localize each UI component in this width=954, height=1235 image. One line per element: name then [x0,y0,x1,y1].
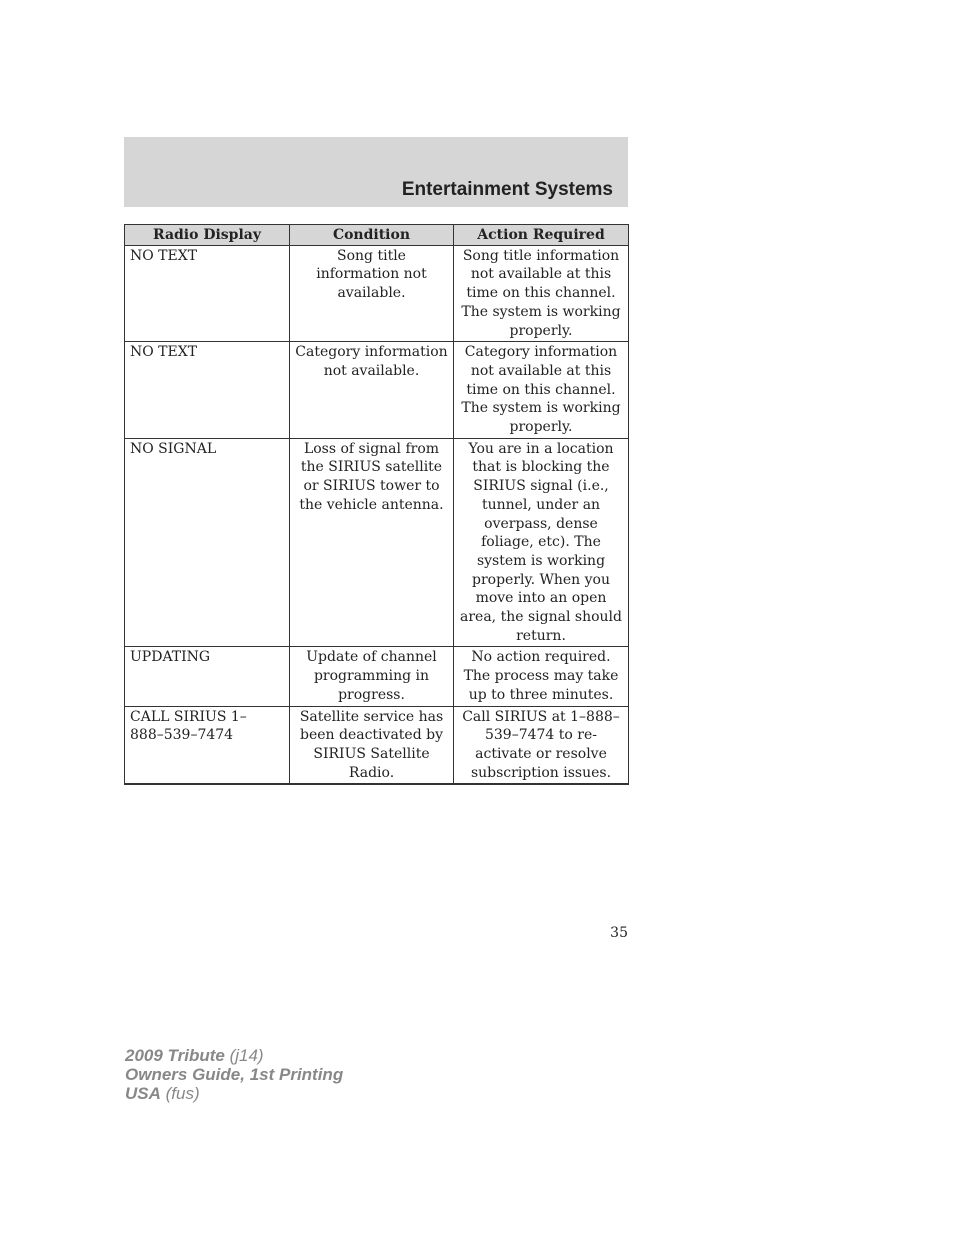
footer-line-1 [125,1046,343,1065]
cell-radio-display: NO SIGNAL [125,438,290,647]
column-header-radio-display: Radio Display [125,225,290,246]
cell-radio-display: NO TEXT [125,342,290,439]
radio-display-table [124,224,629,785]
cell-action-required: Category information not available at this time on this channel. The system is working properly. [454,342,629,439]
table-header-row [125,225,629,246]
cell-action-required: No action required. The process may take up to three minutes. [454,647,629,706]
footer-model: 2009 Tribute [125,1046,225,1065]
table-row [125,438,629,647]
print-footer [125,1046,343,1103]
page-number: 35 [610,925,628,941]
footer-model-code: (j14) [229,1046,264,1065]
column-header-condition: Condition [290,225,454,246]
cell-condition: Satellite service has been deactivated by SIRIUS Satellite Radio. [290,706,454,784]
section-header-band [124,137,628,207]
table-row [125,706,629,784]
cell-condition: Update of channel programming in progress. [290,647,454,706]
cell-condition: Category information not available. [290,342,454,439]
section-title: Entertainment Systems [401,179,613,200]
cell-radio-display: CALL SIRIUS 1–888–539–7474 [125,706,290,784]
footer-line-2 [125,1065,343,1084]
cell-condition: Song title information not available. [290,245,454,342]
footer-market: USA [125,1084,161,1103]
footer-edition: Owners Guide, 1st Printing [125,1065,344,1084]
cell-radio-display: NO TEXT [125,245,290,342]
column-header-action-required: Action Required [454,225,629,246]
table-row [125,245,629,342]
cell-action-required: Call SIRIUS at 1–888–539–7474 to re-activate or resolve subscription issues. [454,706,629,784]
cell-condition: Loss of signal from the SIRIUS satellite or SIRIUS tower to the vehicle antenna. [290,438,454,647]
table-row [125,342,629,439]
footer-market-code: (fus) [165,1084,200,1103]
table-row [125,647,629,706]
cell-action-required: Song title information not available at this time on this channel. The system is working properly. [454,245,629,342]
footer-line-3 [125,1084,343,1103]
cell-action-required: You are in a location that is blocking the SIRIUS signal (i.e., tunnel, under an overpass, dense foliage, etc). The system is working properly. When you move into an open area, the signal should return. [454,438,629,647]
cell-radio-display: UPDATING [125,647,290,706]
